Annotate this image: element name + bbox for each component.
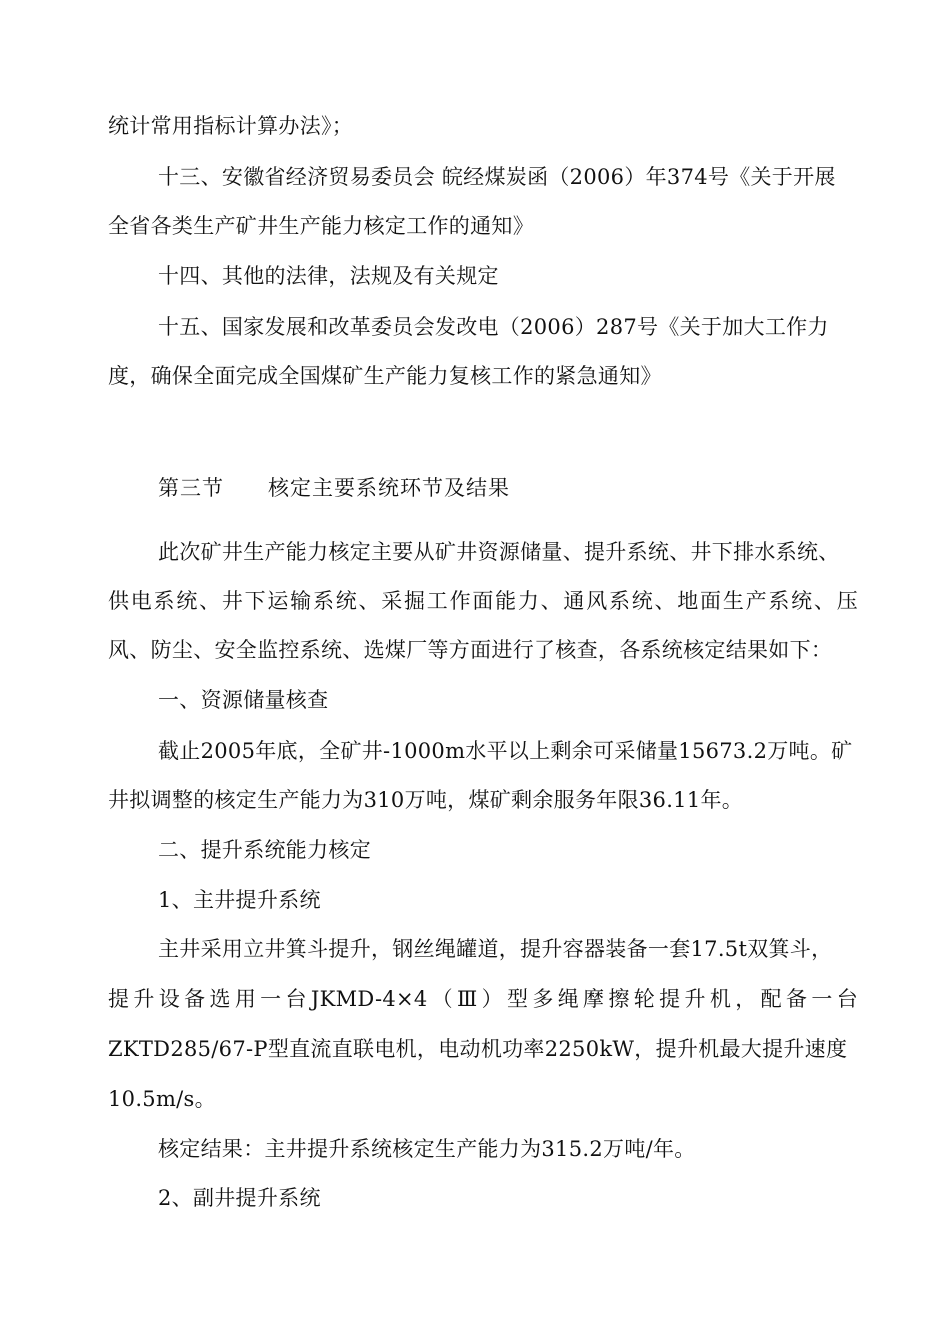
paragraph-line: 主井采用立井箕斗提升，钢丝绳罐道，提升容器装备一套17.5t双箕斗， <box>158 937 833 961</box>
subheading: 二、提升系统能力核定 <box>158 838 371 862</box>
text-line: 全省各类生产矿井生产能力核定工作的通知》 <box>108 214 534 238</box>
paragraph-line: ZKTD285/67-P型直流直联电机，电动机功率2250kW，提升机最大提升速度 <box>108 1037 848 1061</box>
paragraph-line: 10.5m/s。 <box>108 1087 216 1111</box>
paragraph-line: 此次矿井生产能力核定主要从矿井资源储量、提升系统、井下排水系统、 <box>158 540 840 564</box>
text-line: 十五、国家发展和改革委员会发改电（2006）287号《关于加大工作力 <box>158 315 829 339</box>
text-line: 度，确保全面完成全国煤矿生产能力复核工作的紧急通知》 <box>108 364 662 388</box>
section-number: 第三节 <box>158 476 224 500</box>
paragraph-line: 提升设备选用一台JKMD-4×4（Ⅲ）型多绳摩擦轮提升机，配备一台 <box>108 987 858 1011</box>
result-line: 核定结果：主井提升系统核定生产能力为315.2万吨/年。 <box>158 1137 696 1161</box>
section-title: 核定主要系统环节及结果 <box>268 476 510 500</box>
subheading: 2、副井提升系统 <box>158 1186 321 1210</box>
text-line: 统计常用指标计算办法》； <box>108 114 354 138</box>
text-line: 十四、其他的法律，法规及有关规定 <box>158 264 499 288</box>
paragraph-line: 截止2005年底，全矿井-1000m水平以上剩余可采储量15673.2万吨。矿 <box>158 739 853 763</box>
subheading: 一、资源储量核查 <box>158 688 329 712</box>
subheading: 1、主井提升系统 <box>158 888 321 912</box>
section-heading <box>158 474 510 502</box>
text-line: 十三、安徽省经济贸易委员会 皖经煤炭函（2006）年374号《关于开展 <box>158 165 836 189</box>
paragraph-line: 井拟调整的核定生产能力为310万吨，煤矿剩余服务年限36.11年。 <box>108 788 744 812</box>
paragraph-line: 风、防尘、安全监控系统、选煤厂等方面进行了核查，各系统核定结果如下： <box>108 638 833 662</box>
paragraph-line: 供电系统、井下运输系统、采掘工作面能力、通风系统、地面生产系统、压 <box>108 589 858 613</box>
